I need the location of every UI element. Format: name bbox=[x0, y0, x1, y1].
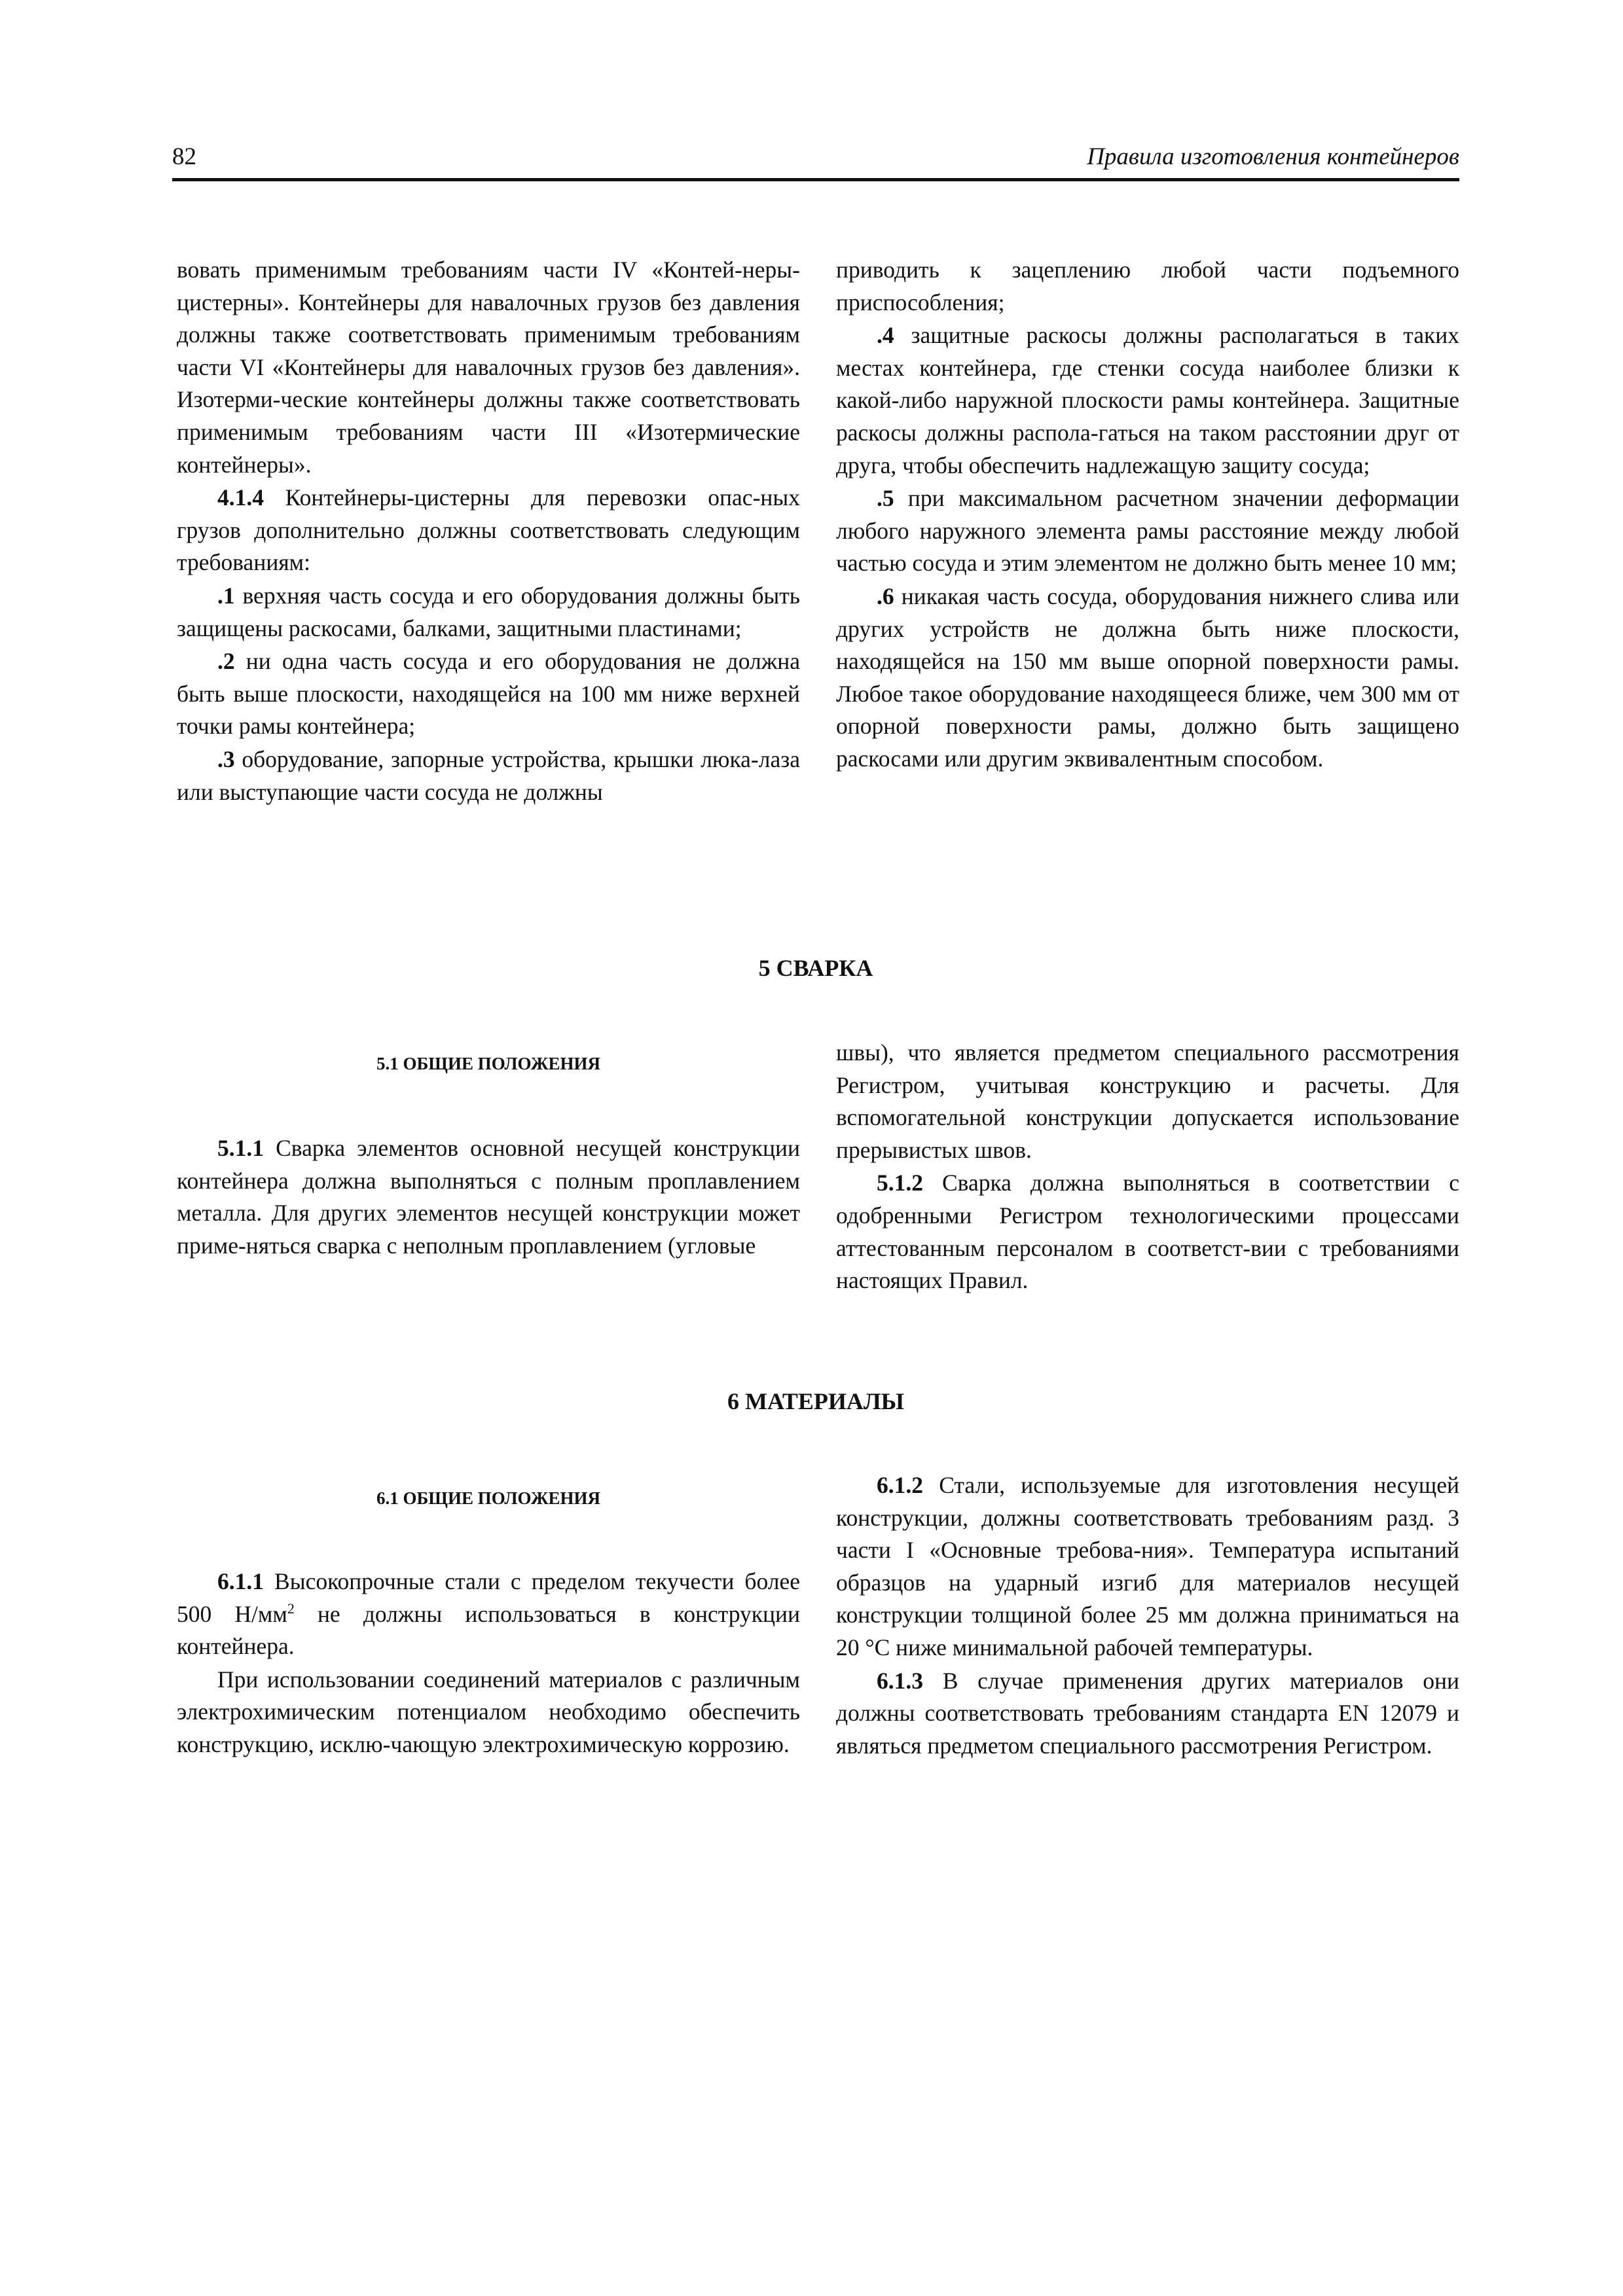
list-item-3: .3 оборудование, запорные устройства, крышки люка-лаза или выступающие части сосуда не должны bbox=[177, 745, 800, 805]
section6-left-column bbox=[177, 1566, 800, 1761]
paragraph: вовать применимым требованиям части IV «Контей-неры-цистерны». Контейнеры для навалочных грузов без давления должны также соответствовать применимым требованиям части VI «Контейнеры для навалочных грузов без давления». Изотерми-ческие контейнеры должны также соответствовать применимым требованиям части III «Изотермические контейнеры». bbox=[177, 257, 800, 478]
block1-right-column bbox=[836, 254, 1459, 776]
list-item-1: .1 верхняя часть сосуда и его оборудования должны быть защищены раскосами, балками, защитными пластинами; bbox=[177, 582, 800, 641]
block1-left-column bbox=[177, 254, 800, 808]
paragraph: приводить к зацеплению любой части подъемного приспособления; bbox=[836, 257, 1459, 315]
running-header bbox=[172, 139, 1459, 181]
paragraph-4-1-4: 4.1.4 Контейнеры-цистерны для перевозки опас-ных грузов дополнительно должны соответствовать следующим требованиям: bbox=[177, 484, 800, 576]
paragraph-5-1-1: 5.1.1 Сварка элементов основной несущей конструкции контейнера должна выполняться с полным проплавлением металла. Для других элементов несущей конструкции может приме-няться сварка с неполным проплавлением (угловые bbox=[177, 1135, 800, 1259]
section-5-1-subtitle: 5.1 ОБЩИЕ ПОЛОЖЕНИЯ bbox=[376, 1054, 601, 1073]
page-number: 82 bbox=[172, 143, 196, 170]
section-6-title: 6 МАТЕРИАЛЫ bbox=[727, 1388, 904, 1414]
section-5-title: 5 СВАРКА bbox=[758, 955, 873, 981]
paragraph-6-1-1: 6.1.1 Высокопрочные стали с пределом текучести более 500 $Н/мм^2$ не должны использоваться в конструкции контейнера. bbox=[177, 1568, 800, 1660]
list-item-6: .6 никакая часть сосуда, оборудования нижнего слива или других устройств не должна быть ниже плоскости, находящейся на 150 мм выше опорной поверхности рамы. Любое такое оборудование находящееся ближе, чем 300 мм от опорной поверхности рамы, должно быть защищено раскосами или другим эквивалентным способом. bbox=[836, 583, 1459, 772]
paragraph-5-1-2: 5.1.2 Сварка должна выполняться в соответствии с одобренными Регистром технологическими процессами аттестованным персоналом в соответст-вии с требованиями настоящих Правил. bbox=[836, 1170, 1459, 1294]
section6-right-column bbox=[836, 1469, 1459, 1762]
section5-right-column bbox=[836, 1037, 1459, 1297]
paragraph: При использовании соединений материалов с различным электрохимическим потенциалом необходимо обеспечить конструкцию, исклю-чающую электрохимическую коррозию. bbox=[177, 1666, 800, 1757]
list-item-4: .4 защитные раскосы должны располагаться в таких местах контейнера, где стенки сосуда наиболее близки к какой-либо наружной плоскости рамы контейнера. Защитные раскосы должны распола-гаться на таком расстоянии друг от друга, чтобы обеспечить надлежащую защиту сосуда; bbox=[836, 322, 1459, 478]
list-item-5: .5 при максимальном расчетном значении деформации любого наружного элемента рамы расстояние между любой частью сосуда и этим элементом не должно быть менее 10 мм; bbox=[836, 485, 1459, 577]
running-title: Правила изготовления контейнеров bbox=[1087, 143, 1459, 170]
paragraph-6-1-3: 6.1.3 В случае применения других материалов они должны соответствовать требованиям стандарта EN 12079 и являться предметом специального рассмотрения Регистром. bbox=[836, 1667, 1459, 1759]
section5-left-column bbox=[177, 1132, 800, 1262]
paragraph: швы), что является предметом специального рассмотрения Регистром, учитывая конструкцию и расчеты. Для вспомогательной конструкции допускается использование прерывистых швов. bbox=[836, 1039, 1459, 1163]
list-item-2: .2 ни одна часть сосуда и его оборудования не должна быть выше плоскости, находящейся на 100 мм ниже верхней точки рамы контейнера; bbox=[177, 648, 800, 740]
paragraph-6-1-2: 6.1.2 Стали, используемые для изготовления несущей конструкции, должны соответствовать требованиям разд. 3 части I «Основные требова-ния». Температура испытаний образцов на ударный изгиб для материалов несущей конструкции толщиной более 25 мм должна приниматься на 20 °С ниже минимальной рабочей температуры. bbox=[836, 1472, 1459, 1660]
section-6-1-subtitle: 6.1 ОБЩИЕ ПОЛОЖЕНИЯ bbox=[376, 1488, 601, 1508]
